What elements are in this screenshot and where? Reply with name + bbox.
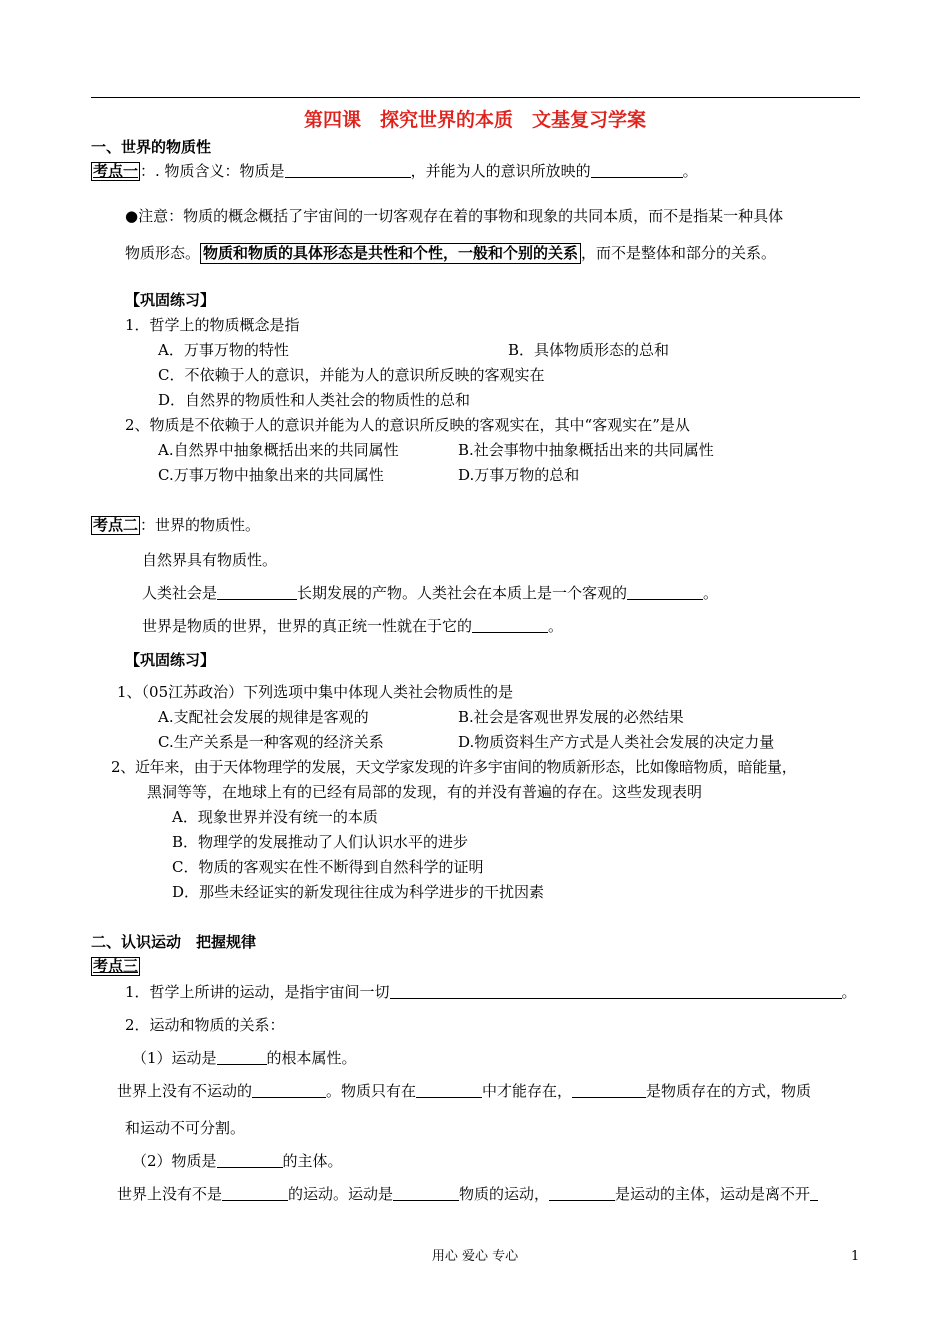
kaodian-1-text-b: ，并能为人的意识所放映的 [410, 162, 591, 180]
q3-option-c: C.生产关系是一种客观的经济关系 [158, 733, 384, 751]
line-c-4: 是运动的主体，运动是离不开 [615, 1185, 811, 1203]
kaodian-2-line-3 [142, 616, 563, 636]
section-heading-2: 二、认识运动 把握规律 [91, 933, 257, 951]
fill-blank [217, 1152, 283, 1168]
fill-blank [393, 1185, 459, 1201]
kaodian-2-line-3-b: 。 [548, 617, 564, 635]
q2-option-c: C.万事万物中抽象出来的共同属性 [158, 466, 384, 484]
fill-blank [472, 617, 548, 633]
section-heading-1: 一、世界的物质性 [91, 138, 212, 156]
q2-stem: 2、物质是不依赖于人的意识并能为人的意识所反映的客观实在，其中“客观实在”是从 [125, 416, 690, 434]
q2-option-a: A.自然界中抽象概括出来的共同属性 [158, 441, 399, 459]
q4-option-b: B．物理学的发展推动了人们认识水平的进步 [172, 833, 469, 851]
q4-option-d: D．那些未经证实的新发现往往成为科学进步的干扰因素 [172, 883, 545, 901]
kaodian-1-line [91, 161, 698, 181]
practice-label-1: 【巩固练习】 [125, 291, 216, 309]
q3-option-a: A.支配社会发展的规律是客观的 [158, 708, 369, 726]
fill-blank [252, 1082, 326, 1098]
page-number: 1 [851, 1249, 860, 1264]
kaodian-1-text-c: 。 [682, 162, 698, 180]
note-line-2 [125, 243, 776, 264]
fill-blank [627, 584, 703, 600]
q1-stem: 1．哲学上的物质概念是指 [125, 316, 300, 334]
boxed-emphasis: 物质和物质的具体形态是共性和个性，一般和个别的关系 [200, 243, 581, 264]
kaodian-2-line-2-b: 长期发展的产物。人类社会在本质上是一个客观的 [297, 584, 628, 602]
fill-blank [222, 1185, 288, 1201]
line-c-1: 世界上没有不是 [117, 1185, 223, 1203]
fill-blank [390, 983, 842, 999]
line-a-3: 中才能存在， [482, 1082, 573, 1100]
line-a-1: 世界上没有不运动的 [117, 1082, 253, 1100]
line-c-3: 物质的运动， [459, 1185, 550, 1203]
q4-stem-2: 黑洞等等，在地球上有的已经有局部的发现，有的并没有普遍的存在。这些发现表明 [147, 783, 703, 801]
fill-blank [591, 162, 683, 178]
page-title: 第四课 探究世界的本质 文基复习学案 [303, 109, 646, 131]
item-1-a: 1．哲学上所讲的运动，是指宇宙间一切 [125, 983, 390, 1001]
fill-blank [572, 1082, 646, 1098]
fill-blank [217, 584, 297, 600]
q4-stem-1: 2、近年来，由于天体物理学的发展，天文学家发现的许多宇宙间的物质新形态，比如像暗物质，暗能量， [111, 758, 797, 776]
q1-option-b: B．具体物质形态的总和 [508, 341, 670, 359]
kaodian-2-line-2 [142, 583, 718, 603]
note-line-1: ●注意：物质的概念概括了宇宙间的一切客观存在着的事物和现象的共同本质，而不是指某一种具体 [125, 207, 784, 225]
kaodian-2-line-2-c: 。 [703, 584, 719, 602]
q1-option-a: A．万事万物的特性 [158, 341, 289, 359]
line-a-2: 。物质只有在 [326, 1082, 417, 1100]
kaodian-2-line-2-a: 人类社会是 [142, 584, 218, 602]
kaodian-3-line [91, 956, 140, 976]
line-c [117, 1184, 818, 1204]
kaodian-2-text: ：世界的物质性。 [140, 516, 261, 534]
line-c-2: 的运动。运动是 [288, 1185, 394, 1203]
fill-blank [810, 1185, 818, 1201]
item-2: 2．运动和物质的关系： [125, 1016, 285, 1034]
kaodian-1-label: 考点一 [93, 162, 139, 180]
sub-2-b: 的主体。 [282, 1152, 343, 1170]
fill-blank [416, 1082, 482, 1098]
q4-option-a: A．现象世界并没有统一的本质 [172, 808, 378, 826]
q3-stem: 1、（05江苏政治）下列选项中集中体现人类社会物质性的是 [117, 683, 514, 701]
q2-option-d: D.万事万物的总和 [458, 466, 580, 484]
practice-label-2: 【巩固练习】 [125, 651, 216, 669]
q3-option-b: B.社会是客观世界发展的必然结果 [458, 708, 684, 726]
sub-2-a: （2）物质是 [132, 1152, 217, 1170]
item-1-b: 。 [841, 983, 857, 1001]
kaodian-3-label: 考点三 [93, 957, 139, 975]
header-rule [91, 97, 860, 98]
kaodian-2-line-3-a: 世界是物质的世界，世界的真正统一性就在于它的 [142, 617, 473, 635]
sub-1-a: （1）运动是 [132, 1049, 217, 1067]
q2-option-b: B.社会事物中抽象概括出来的共同属性 [458, 441, 714, 459]
item-1 [125, 982, 857, 1002]
q1-option-c: C．不依赖于人的意识，并能为人的意识所反映的客观实在 [158, 366, 545, 384]
q3-option-d: D.物质资料生产方式是人类社会发展的决定力量 [458, 733, 775, 751]
fill-blank [217, 1049, 267, 1065]
footer-slogan: 用心 爱心 专心 [431, 1249, 519, 1264]
note-line-2-b: ，而不是整体和部分的关系。 [581, 244, 777, 262]
line-b: 和运动不可分割。 [125, 1119, 246, 1137]
sub-1-b: 的根本属性。 [266, 1049, 357, 1067]
q4-option-c: C．物质的客观实在性不断得到自然科学的证明 [172, 858, 484, 876]
fill-blank [285, 162, 411, 178]
kaodian-2-line [91, 515, 260, 535]
sub-2 [132, 1151, 343, 1171]
q1-option-d: D．自然界的物质性和人类社会的物质性的总和 [158, 391, 471, 409]
fill-blank [549, 1185, 615, 1201]
kaodian-1-text-a: ：. 物质含义：物质是 [140, 162, 285, 180]
note-line-2-a: 物质形态。 [125, 244, 201, 262]
sub-1 [132, 1048, 357, 1068]
line-a [117, 1081, 811, 1101]
kaodian-2-line-1: 自然界具有物质性。 [142, 551, 278, 569]
kaodian-2-label: 考点二 [93, 516, 139, 534]
line-a-4: 是物质存在的方式，物质 [646, 1082, 812, 1100]
